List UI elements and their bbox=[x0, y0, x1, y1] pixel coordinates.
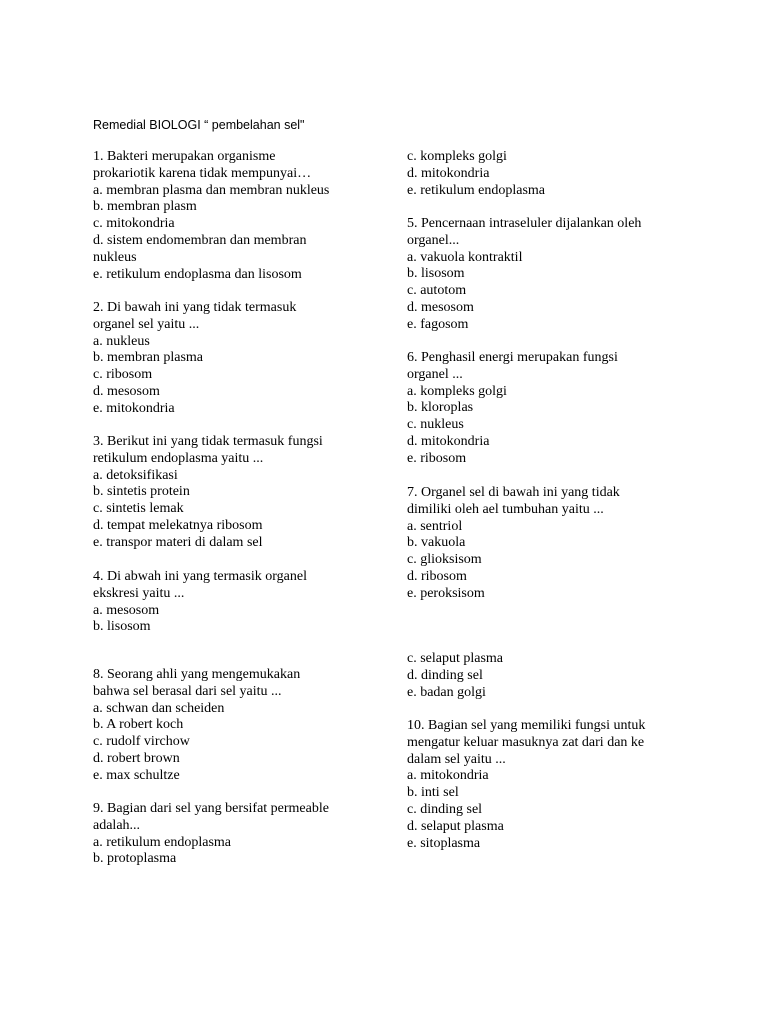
question-text: dalam sel yaitu ... bbox=[407, 751, 506, 767]
question-1 bbox=[93, 149, 329, 283]
question-text: retikulum endoplasma yaitu ... bbox=[93, 450, 264, 466]
option-c: c. selaput plasma bbox=[407, 651, 504, 666]
question-9 bbox=[93, 801, 329, 868]
question-text: 7. Organel sel di bawah ini yang tidak bbox=[407, 485, 620, 500]
question-text: prokariotik karena tidak mempunyai… bbox=[93, 165, 312, 181]
option-c: c. autotom bbox=[407, 283, 467, 299]
option-d: d. mitokondria bbox=[407, 165, 490, 181]
option-c: c. sintetis lemak bbox=[93, 501, 184, 517]
question-text: dimiliki oleh ael tumbuhan yaitu ... bbox=[407, 501, 604, 517]
option-e: e. max schultze bbox=[93, 767, 180, 783]
option-d-continued: nukleus bbox=[93, 249, 137, 265]
question-text: organel... bbox=[407, 232, 460, 248]
question-text: organel sel yaitu ... bbox=[93, 316, 200, 332]
question-text: organel ... bbox=[407, 366, 463, 382]
question-5 bbox=[407, 216, 641, 334]
question-text: 10. Bagian sel yang memiliki fungsi untuk bbox=[407, 718, 646, 733]
option-b: b. kloroplas bbox=[407, 400, 474, 416]
option-d: d. tempat melekatnya ribosom bbox=[93, 517, 263, 533]
question-text: 2. Di bawah ini yang tidak termasuk bbox=[93, 300, 297, 315]
question-text: 9. Bagian dari sel yang bersifat permeable bbox=[93, 801, 329, 816]
option-c: c. dinding sel bbox=[407, 801, 483, 817]
option-b: b. vakuola bbox=[407, 535, 466, 551]
question-text: mengatur keluar masuknya zat dari dan ke bbox=[407, 734, 645, 750]
option-e: e. retikulum endoplasma dan lisosom bbox=[93, 266, 302, 282]
question-10 bbox=[407, 718, 645, 852]
question-text: 5. Pencernaan intraseluler dijalankan oleh bbox=[407, 216, 642, 231]
question-9-continued bbox=[407, 651, 503, 701]
question-text: ekskresi yaitu ... bbox=[93, 585, 185, 601]
question-text: bahwa sel berasal dari sel yaitu ... bbox=[93, 683, 282, 699]
option-e: e. retikulum endoplasma bbox=[407, 182, 546, 198]
option-c: c. nukleus bbox=[407, 417, 464, 433]
option-c: c. rudolf virchow bbox=[93, 734, 190, 750]
question-text: adalah... bbox=[93, 817, 141, 833]
option-a: a. kompleks golgi bbox=[407, 383, 507, 399]
question-3 bbox=[93, 434, 323, 552]
option-d: d. mesosom bbox=[407, 299, 474, 315]
option-e: e. fagosom bbox=[407, 316, 469, 332]
question-4 bbox=[93, 569, 307, 636]
question-8 bbox=[93, 667, 300, 785]
option-c: c. glioksisom bbox=[407, 552, 482, 568]
question-7 bbox=[407, 485, 620, 603]
option-b: b. membran plasma bbox=[93, 350, 204, 366]
option-d: d. robert brown bbox=[93, 750, 180, 766]
option-b: b. A robert koch bbox=[93, 717, 184, 733]
option-c: c. ribosom bbox=[93, 367, 153, 383]
option-d: d. selaput plasma bbox=[407, 818, 504, 834]
question-text: 3. Berikut ini yang tidak termasuk fungsi bbox=[93, 434, 323, 449]
option-a: a. schwan dan scheiden bbox=[93, 700, 225, 716]
option-b: b. inti sel bbox=[407, 785, 459, 801]
question-6 bbox=[407, 350, 618, 468]
option-e: e. mitokondria bbox=[93, 400, 175, 416]
option-a: a. vakuola kontraktil bbox=[407, 249, 523, 265]
option-a: a. detoksifikasi bbox=[93, 467, 178, 483]
option-a: a. membran plasma dan membran nukleus bbox=[93, 182, 330, 198]
option-d: d. ribosom bbox=[407, 568, 467, 584]
question-4-continued bbox=[407, 149, 545, 199]
option-c: c. kompleks golgi bbox=[407, 149, 507, 164]
option-a: a. mitokondria bbox=[407, 768, 489, 784]
option-d: d. mitokondria bbox=[407, 433, 490, 449]
option-d: d. mesosom bbox=[93, 383, 160, 399]
document-title: Remedial BIOLOGI “ pembelahan sel" bbox=[93, 118, 305, 132]
option-e: e. peroksisom bbox=[407, 585, 485, 601]
option-d: d. dinding sel bbox=[407, 667, 483, 683]
question-2 bbox=[93, 300, 296, 418]
option-d: d. sistem endomembran dan membran bbox=[93, 232, 307, 248]
option-b: b. lisosom bbox=[93, 619, 151, 635]
option-c: c. mitokondria bbox=[93, 216, 175, 232]
option-a: a. mesosom bbox=[93, 602, 160, 618]
option-e: e. ribosom bbox=[407, 450, 467, 466]
option-a: a. retikulum endoplasma bbox=[93, 834, 232, 850]
option-b: b. membran plasm bbox=[93, 199, 197, 215]
option-a: a. nukleus bbox=[93, 333, 150, 349]
question-text: 8. Seorang ahli yang mengemukakan bbox=[93, 667, 301, 682]
option-b: b. lisosom bbox=[407, 266, 465, 282]
option-e: e. sitoplasma bbox=[407, 835, 481, 851]
option-a: a. sentriol bbox=[407, 518, 463, 534]
question-text: 4. Di abwah ini yang termasik organel bbox=[93, 569, 307, 584]
question-text: 6. Penghasil energi merupakan fungsi bbox=[407, 350, 618, 365]
option-b: b. sintetis protein bbox=[93, 484, 190, 500]
option-e: e. transpor materi di dalam sel bbox=[93, 534, 263, 550]
option-b: b. protoplasma bbox=[93, 851, 177, 867]
option-e: e. badan golgi bbox=[407, 684, 486, 700]
question-text: 1. Bakteri merupakan organisme bbox=[93, 149, 276, 164]
